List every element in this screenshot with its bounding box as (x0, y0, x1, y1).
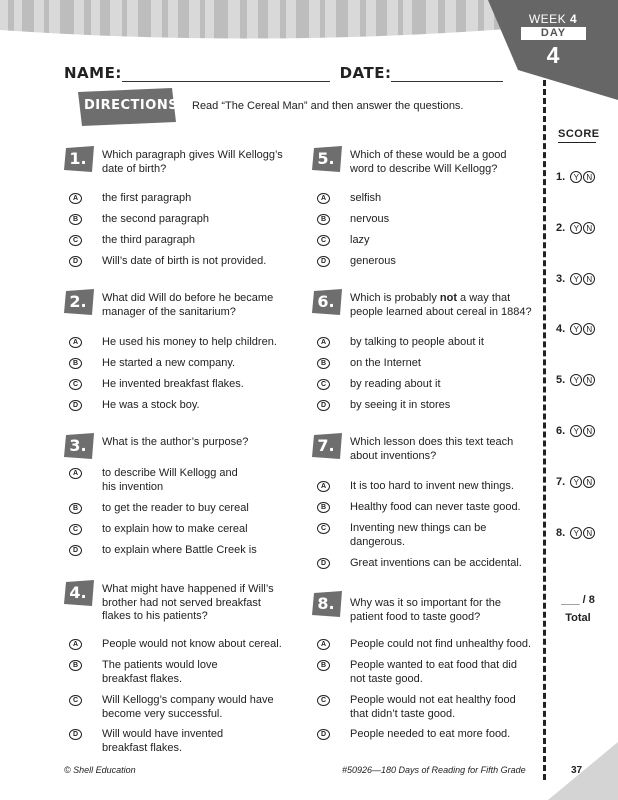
yes-bubble[interactable]: Y (570, 374, 582, 386)
option-c[interactable]: C He invented breakfast flakes. (69, 378, 297, 392)
answer-bubble[interactable]: B (317, 214, 330, 225)
answer-bubble[interactable]: B (317, 660, 330, 671)
answer-bubble[interactable]: C (69, 695, 82, 706)
answer-bubble[interactable]: B (69, 660, 82, 671)
option-a[interactable]: A to describe Will Kellogg and his invention (69, 467, 297, 494)
option-c[interactable]: C to explain how to make cereal (69, 523, 297, 537)
option-d[interactable]: D He was a stock boy. (69, 399, 297, 413)
total-fraction[interactable]: ___ / 8 (561, 594, 595, 606)
option-a[interactable]: A People would not know about cereal. (69, 638, 297, 652)
question-text: Which paragraph gives Will Kellogg’s date of birth? (102, 149, 283, 175)
score-row-2: 2. Y N (556, 222, 595, 234)
answer-bubble[interactable]: D (317, 729, 330, 740)
score-row-8: 8. Y N (556, 527, 595, 539)
score-row-5: 5. Y N (556, 374, 595, 386)
answer-bubble[interactable]: A (69, 193, 82, 204)
name-label: NAME: (64, 64, 122, 82)
option-c[interactable]: C the third paragraph (69, 234, 297, 248)
date-label: DATE: (339, 64, 392, 82)
date-field[interactable] (391, 67, 503, 82)
question-number-badge: 8. (312, 591, 342, 617)
answer-bubble[interactable]: A (69, 468, 82, 479)
option-b[interactable]: B Healthy food can never taste good. (317, 501, 545, 515)
answer-bubble[interactable]: D (69, 256, 82, 267)
answer-bubble[interactable]: B (317, 502, 330, 513)
answer-bubble[interactable]: B (69, 214, 82, 225)
corner-decoration (548, 742, 618, 800)
answer-bubble[interactable]: A (317, 481, 330, 492)
total-label: Total (565, 612, 591, 624)
answer-bubble[interactable]: C (317, 523, 330, 534)
no-bubble[interactable]: N (583, 323, 595, 335)
option-a[interactable]: A by talking to people about it (317, 336, 545, 350)
answer-bubble[interactable]: C (69, 524, 82, 535)
score-row-7: 7. Y N (556, 476, 595, 488)
answer-bubble[interactable]: B (69, 358, 82, 369)
question-number-badge: 1. (64, 146, 94, 172)
question-number-badge: 6. (312, 289, 342, 315)
option-d[interactable]: D Great inventions can be accidental. (317, 557, 545, 571)
question-text: What is the author’s purpose? (102, 436, 249, 448)
answer-bubble[interactable]: C (317, 379, 330, 390)
question-number-badge: 2. (64, 289, 94, 315)
answer-bubble[interactable]: D (317, 400, 330, 411)
question-text: Which lesson does this text teach about inventions? (350, 436, 514, 462)
question-text: Which of these would be a good word to describe Will Kellogg? (350, 149, 507, 175)
option-c[interactable]: C Inventing new things can be dangerous. (317, 522, 545, 549)
yes-bubble[interactable]: Y (570, 273, 582, 285)
question-number-badge: 5. (312, 146, 342, 172)
option-b[interactable]: B nervous (317, 213, 545, 227)
no-bubble[interactable]: N (583, 476, 595, 488)
answer-bubble[interactable]: A (317, 193, 330, 204)
day-label: DAY (521, 27, 586, 40)
option-d[interactable]: D generous (317, 255, 545, 269)
score-title: SCORE (558, 128, 600, 143)
score-row-3: 3. Y N (556, 273, 595, 285)
answer-bubble[interactable]: C (317, 235, 330, 246)
answer-bubble[interactable]: B (317, 358, 330, 369)
yes-bubble[interactable]: Y (570, 323, 582, 335)
score-total (556, 594, 600, 624)
option-d[interactable]: D People needed to eat more food. (317, 728, 545, 742)
question-number-badge: 7. (312, 433, 342, 459)
question-text: What did Will do before he became manager of the sanitarium? (102, 292, 274, 318)
no-bubble[interactable]: N (583, 527, 595, 539)
option-c[interactable]: C Will Kellogg’s company would have become very successful. (69, 694, 297, 721)
option-c[interactable]: C by reading about it (317, 378, 545, 392)
answer-bubble[interactable]: C (69, 379, 82, 390)
option-a[interactable]: A the first paragraph (69, 192, 297, 206)
name-date-row (64, 64, 503, 82)
question-number-badge: 4. (64, 580, 94, 606)
option-c[interactable]: C People would not eat healthy food that didn’t taste good. (317, 694, 545, 721)
no-bubble[interactable]: N (583, 425, 595, 437)
option-b[interactable]: B He started a new company. (69, 357, 297, 371)
question-text: Why was it so important for the patient food to taste good? (350, 597, 501, 623)
answer-bubble[interactable]: D (69, 545, 82, 556)
option-d[interactable]: D to explain where Battle Creek is (69, 544, 297, 558)
yes-bubble[interactable]: Y (570, 171, 582, 183)
name-field[interactable] (122, 67, 330, 82)
option-a[interactable]: A He used his money to help children. (69, 336, 297, 350)
yes-bubble[interactable]: Y (570, 425, 582, 437)
yes-bubble[interactable]: Y (570, 527, 582, 539)
question-text: Which is probably not a way that people learned about cereal in 1884? (350, 292, 532, 318)
directions-badge: DIRECTIONS (78, 88, 176, 126)
option-a[interactable]: A selfish (317, 192, 545, 206)
answer-bubble[interactable]: D (317, 256, 330, 267)
week-label: WEEK 4 (528, 12, 578, 26)
book-title: #50926—180 Days of Reading for Fifth Grade (342, 765, 526, 775)
answer-bubble[interactable]: C (69, 235, 82, 246)
answer-bubble[interactable]: A (69, 639, 82, 650)
option-a[interactable]: A It is too hard to invent new things. (317, 480, 545, 494)
option-a[interactable]: A People could not find unhealthy food. (317, 638, 545, 652)
option-d[interactable]: D Will’s date of birth is not provided. (69, 255, 297, 269)
option-d[interactable]: D by seeing it in stores (317, 399, 545, 413)
answer-bubble[interactable]: A (317, 337, 330, 348)
answer-bubble[interactable]: D (317, 558, 330, 569)
yes-bubble[interactable]: Y (570, 222, 582, 234)
answer-bubble[interactable]: A (69, 337, 82, 348)
option-b[interactable]: B The patients would love breakfast flakes. (69, 659, 297, 686)
option-d[interactable]: D Will would have invented breakfast flakes. (69, 728, 297, 755)
answer-bubble[interactable]: C (317, 695, 330, 706)
answer-bubble[interactable]: D (69, 400, 82, 411)
week-day-badge (488, 0, 618, 100)
option-b[interactable]: B People wanted to eat food that did not taste good. (317, 659, 545, 686)
score-row-1: 1. Y N (556, 171, 595, 183)
no-bubble[interactable]: N (583, 222, 595, 234)
no-bubble[interactable]: N (583, 273, 595, 285)
no-bubble[interactable]: N (583, 171, 595, 183)
score-row-6: 6. Y N (556, 425, 595, 437)
directions-text: Read “The Cereal Man” and then answer the questions. (192, 100, 464, 112)
answer-bubble[interactable]: B (69, 503, 82, 514)
answer-bubble[interactable]: A (317, 639, 330, 650)
answer-bubble[interactable]: D (69, 729, 82, 740)
publisher-credit: © Shell Education (64, 765, 136, 775)
no-bubble[interactable]: N (583, 374, 595, 386)
option-b[interactable]: B the second paragraph (69, 213, 297, 227)
option-c[interactable]: C lazy (317, 234, 545, 248)
score-row-4: 4. Y N (556, 323, 595, 335)
question-number-badge: 3. (64, 433, 94, 459)
header-banner (0, 0, 520, 42)
question-text: What might have happened if Will’s brother had not served breakfast flakes to his patients? (102, 583, 274, 622)
option-b[interactable]: B on the Internet (317, 357, 545, 371)
option-b[interactable]: B to get the reader to buy cereal (69, 502, 297, 516)
yes-bubble[interactable]: Y (570, 476, 582, 488)
page-number: 37 (571, 765, 583, 776)
day-number: 4 (546, 42, 560, 68)
